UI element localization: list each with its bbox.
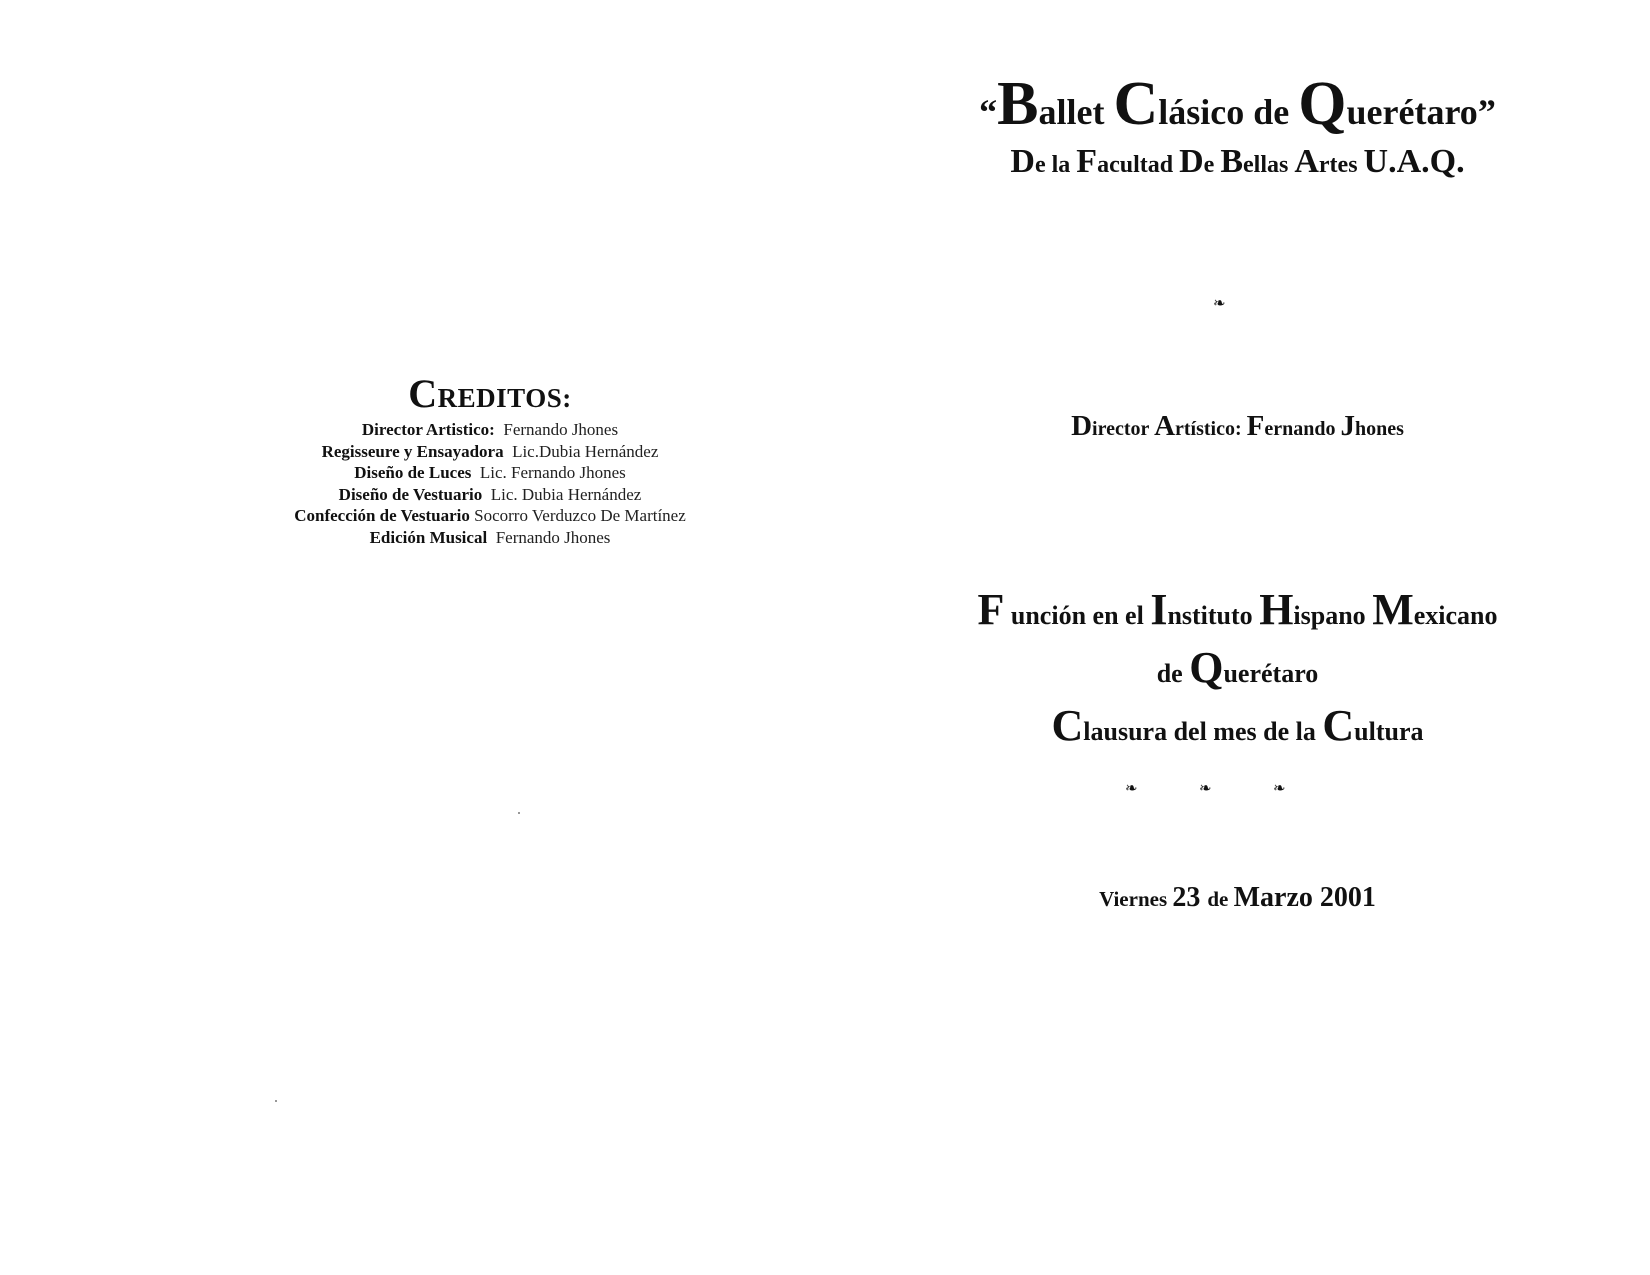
open-quote: “ — [979, 92, 998, 132]
subtitle-text: e — [1203, 152, 1221, 178]
date-month: Marzo — [1233, 882, 1320, 913]
faculty-subtitle — [825, 140, 1650, 187]
title-text: lásico de — [1158, 92, 1299, 132]
director-cap: J — [1340, 410, 1355, 442]
director-cap: F — [1246, 410, 1265, 442]
event-text: unción en el — [1004, 601, 1151, 630]
subtitle-text: rtes — [1318, 152, 1364, 178]
credit-line-music — [180, 527, 800, 549]
director-text: irector — [1092, 418, 1155, 440]
title-cap: Q — [1298, 70, 1347, 138]
event-cap: C — [1322, 701, 1355, 750]
credit-role: Confección de Vestuario — [294, 506, 470, 525]
credit-name: Socorro Verduzco De Martínez — [474, 506, 686, 525]
event-cap: M — [1372, 585, 1414, 634]
credit-name: Lic. Dubia Hernández — [490, 484, 642, 504]
fleuron-icon: ❧ — [1199, 781, 1212, 797]
credits-block — [180, 370, 800, 548]
title-text: uerétaro — [1346, 92, 1478, 132]
director-text: ernando — [1264, 418, 1341, 440]
date-year: 2001 — [1319, 882, 1376, 913]
credits-heading-initial: C — [408, 371, 438, 416]
event-text: de — [1156, 659, 1190, 688]
fleuron-icon: ❧ — [1213, 296, 1226, 312]
artistic-director-line — [825, 408, 1650, 447]
credit-role: Diseño de Luces — [354, 463, 472, 482]
credit-role: Diseño de Vestuario — [338, 484, 483, 504]
subtitle-text: ellas — [1243, 152, 1295, 178]
credit-line-costume-making — [180, 505, 800, 527]
credits-heading — [180, 370, 800, 417]
event-cap: H — [1259, 585, 1294, 634]
credits-heading-rest: REDITOS: — [437, 383, 572, 413]
event-cap: F — [977, 585, 1005, 634]
credit-line-director — [180, 419, 800, 441]
director-text: hones — [1355, 418, 1404, 440]
ensemble-title — [825, 70, 1650, 142]
subtitle-cap: D — [1179, 143, 1204, 180]
date-weekday: Viernes — [1099, 887, 1173, 911]
credit-line-lighting — [180, 462, 800, 484]
date-day: 23 — [1172, 882, 1208, 913]
event-text: ultura — [1354, 717, 1424, 746]
event-cap: I — [1150, 585, 1168, 634]
director-cap: D — [1071, 410, 1093, 442]
event-occasion-line — [825, 700, 1650, 758]
credit-role: Regisseure y Ensayadora — [321, 441, 504, 461]
subtitle-text: e la — [1034, 152, 1077, 178]
credit-line-costume-design — [180, 484, 800, 506]
event-venue-line — [825, 584, 1650, 642]
credit-name: Lic.Dubia Hernández — [512, 441, 659, 461]
event-city-line — [825, 642, 1650, 700]
performance-date — [825, 878, 1650, 919]
event-cap: Q — [1189, 643, 1224, 692]
title-cap: C — [1113, 70, 1159, 138]
director-cap: A — [1154, 410, 1176, 442]
event-text: ispano — [1293, 601, 1373, 630]
credit-name: Fernando Jhones — [495, 527, 611, 547]
subtitle-cap: F — [1076, 143, 1098, 180]
credit-name: Lic. Fernando Jhones — [479, 463, 626, 482]
paper-speck — [275, 1100, 277, 1102]
credit-role: Edición Musical — [369, 527, 488, 547]
event-text: exicano — [1413, 601, 1498, 630]
fleuron-icon: ❧ — [1125, 781, 1138, 797]
fleuron-row — [825, 782, 1650, 802]
credit-line-regisseure — [180, 441, 800, 463]
university-abbrev: U.A.Q. — [1363, 143, 1465, 180]
title-cap: B — [997, 70, 1039, 138]
credit-name: Fernando Jhones — [503, 420, 619, 439]
cover-panel — [825, 0, 1650, 1275]
credit-role: Director Artistico: — [361, 420, 495, 439]
title-text: allet — [1038, 92, 1114, 132]
event-text: uerétaro — [1223, 659, 1319, 688]
paper-speck — [518, 812, 520, 814]
event-text: lausura del mes de la — [1083, 717, 1323, 746]
director-text: rtístico: — [1175, 418, 1247, 440]
subtitle-cap: B — [1220, 143, 1243, 180]
event-cap: C — [1051, 701, 1084, 750]
event-text: nstituto — [1167, 601, 1260, 630]
date-preposition: de — [1207, 887, 1234, 911]
subtitle-cap: D — [1010, 143, 1035, 180]
subtitle-text: acultad — [1097, 152, 1180, 178]
fleuron-icon: ❧ — [1273, 781, 1286, 797]
close-quote: ” — [1477, 92, 1496, 132]
subtitle-cap: A — [1294, 143, 1319, 180]
